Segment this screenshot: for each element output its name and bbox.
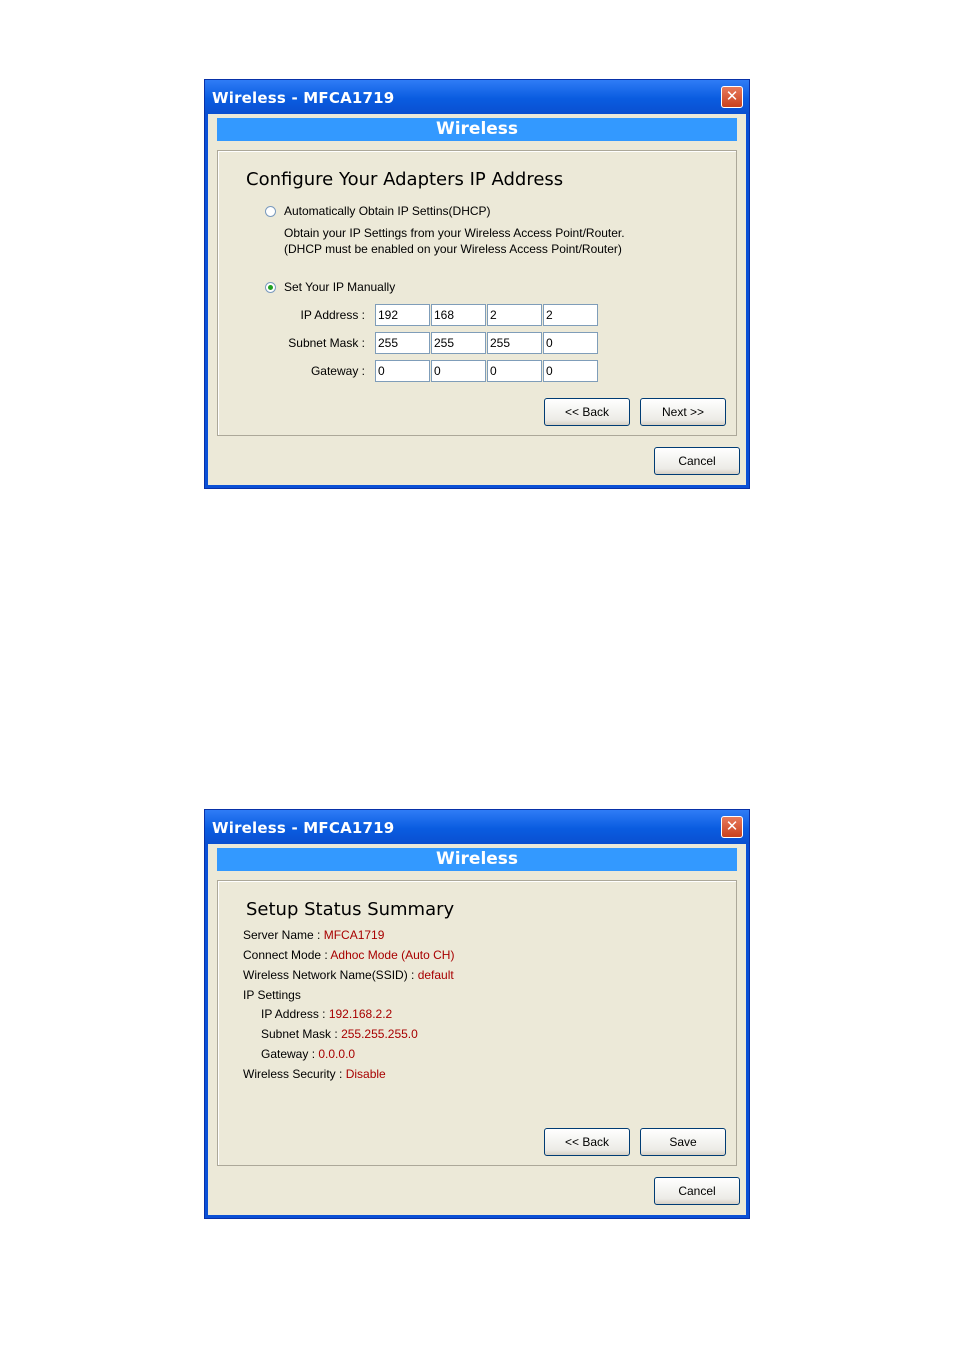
ip-address-value: 192.168.2.2 [328,1007,393,1021]
back-button[interactable]: << Back [544,1128,630,1156]
server-name-value: MFCA1719 [323,928,385,942]
connect-mode-label: Connect Mode : [243,948,328,962]
ip-octet-2-input[interactable] [431,304,486,326]
radio-selected-dot [268,285,273,290]
connect-mode-row [243,948,454,962]
close-button[interactable] [721,816,743,838]
ip-settings-label: IP Settings [243,988,301,1002]
save-button[interactable]: Save [640,1128,726,1156]
section-banner: Wireless [217,848,737,871]
mask-octet-4-input[interactable] [543,332,598,354]
section-banner: Wireless [217,118,737,141]
manual-ip-radio-label[interactable]: Set Your IP Manually [284,280,396,294]
next-button[interactable]: Next >> [640,398,726,426]
gateway-octet-3-input[interactable] [487,360,542,382]
dhcp-radio[interactable] [265,206,276,217]
gateway-octet-4-input[interactable] [543,360,598,382]
ip-address-label: IP Address : [300,308,365,322]
ssid-label: Wireless Network Name(SSID) : [243,968,415,982]
ssid-row [243,968,454,982]
cancel-button[interactable]: Cancel [654,447,740,475]
wireless-security-row [243,1067,386,1081]
dhcp-description-line2: (DHCP must be enabled on your Wireless Access Point/Router) [284,242,622,256]
subnet-mask-label: Subnet Mask : [261,1027,338,1041]
title-bar[interactable] [205,80,749,114]
ip-octet-1-input[interactable] [375,304,430,326]
gateway-row [261,1047,355,1061]
mask-octet-1-input[interactable] [375,332,430,354]
gateway-value: 0.0.0.0 [318,1047,356,1061]
subnet-mask-value: 255.255.255.0 [341,1027,418,1041]
window-title: Wireless - MFCA1719 [212,89,395,107]
server-name-row [243,928,384,942]
gateway-label: Gateway : [310,364,365,378]
window-client-area [208,114,746,485]
ip-address-label: IP Address : [261,1007,326,1021]
gateway-label: Gateway : [261,1047,316,1061]
setup-summary-window [204,809,750,1219]
page-title: Configure Your Adapters IP Address [246,169,564,190]
dhcp-radio-label[interactable]: Automatically Obtain IP Settins(DHCP) [284,204,491,218]
connect-mode-value: Adhoc Mode (Auto CH) [330,948,455,962]
title-bar[interactable] [205,810,749,844]
gateway-octet-2-input[interactable] [431,360,486,382]
close-icon: ✕ [725,817,739,835]
subnet-mask-row [261,1027,418,1041]
dhcp-description-line1: Obtain your IP Settings from your Wireless Access Point/Router. [284,226,625,240]
summary-panel [217,880,737,1166]
server-name-label: Server Name : [243,928,321,942]
gateway-octet-1-input[interactable] [375,360,430,382]
ip-octet-3-input[interactable] [487,304,542,326]
ssid-value: default [417,968,454,982]
subnet-mask-label: Subnet Mask : [288,336,365,350]
close-button[interactable] [721,86,743,108]
manual-ip-radio[interactable] [265,282,276,293]
ip-address-row [261,1007,392,1021]
ip-config-panel [217,150,737,436]
wireless-security-value: Disable [345,1067,386,1081]
mask-octet-3-input[interactable] [487,332,542,354]
window-client-area [208,844,746,1215]
wireless-security-label: Wireless Security : [243,1067,343,1081]
mask-octet-2-input[interactable] [431,332,486,354]
ip-config-window [204,79,750,489]
back-button[interactable]: << Back [544,398,630,426]
cancel-button[interactable]: Cancel [654,1177,740,1205]
close-icon: ✕ [725,87,739,105]
window-title: Wireless - MFCA1719 [212,819,395,837]
ip-octet-4-input[interactable] [543,304,598,326]
page-title: Setup Status Summary [246,899,455,920]
